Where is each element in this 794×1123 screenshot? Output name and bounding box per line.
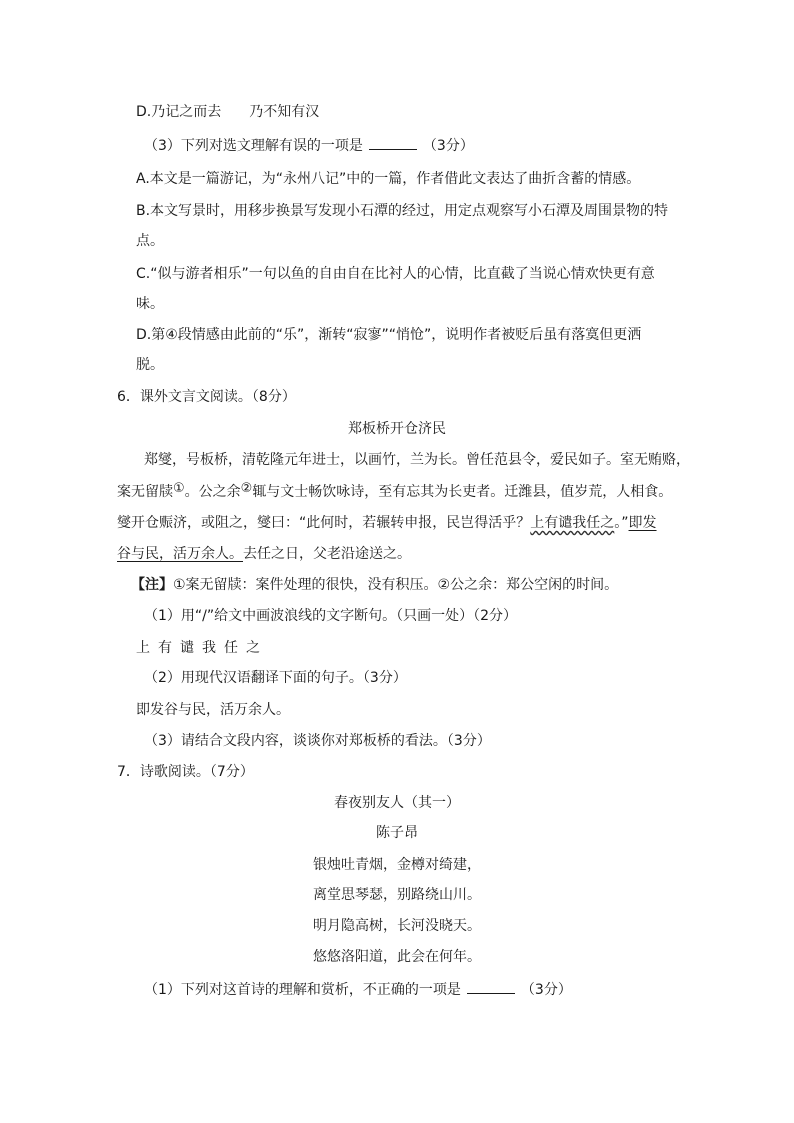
q6-passage-text: 去任之日，父老沿途送之。 [243, 546, 411, 562]
q7-sub1-prefix: （1）下列对这首诗的理解和赏析，不正确的一项是 [144, 982, 461, 998]
underlined-text: 谷与民，活万余人。 [117, 546, 243, 562]
poem-line: 明月隐高树，长河没晓天。 [313, 918, 481, 934]
q7-sub1-score: （3分） [520, 982, 572, 998]
wavy-underlined-text: 上有谴我任之 [530, 515, 615, 531]
poem-line: 悠悠洛阳道，此会在何年。 [313, 949, 481, 965]
q7-heading: 7．诗歌阅读。（7分） [117, 764, 254, 780]
q5-option-d-line2: 脱。 [136, 357, 164, 373]
note-label: 【注】 [131, 577, 173, 593]
poem-line: 银烛吐青烟，金樽对绮建， [313, 857, 481, 873]
q6-passage-text: 燮开仓赈济，或阻之，燮曰：“此何时，若辗转申报，民岂得活乎？ [117, 515, 531, 531]
q6-passage-text: 案无留牍 [117, 484, 173, 500]
q5-option-d: D.乃记之而去 乃不知有汉 [136, 104, 320, 120]
q6-sub2: （2）用现代汉语翻译下面的句子。（3分） [144, 670, 407, 686]
q5-option-d-line1: D.第④段情感由此前的“乐”，渐转“寂寥”“悄怆”，说明作者被贬后虽有落寞但更洒 [136, 327, 642, 343]
q5-option-c-line1: C.“似与游者相乐”一句以鱼的自由自在比衬人的心情，比直截了当说心情欢快更有意 [136, 266, 655, 282]
q5-option-b-line1: B.本文写景时，用移步换景写发现小石潭的经过，用定点观察写小石潭及周围景物的特 [136, 203, 669, 219]
poem-title: 春夜别友人（其一） [334, 795, 460, 811]
q6-annotation [131, 574, 618, 596]
q5-sub3-question [144, 135, 474, 157]
q6-sub2-text: 即发谷与民，活万余人。 [136, 702, 290, 718]
q5-option-a: A.本文是一篇游记，为“永州八记”中的一篇，作者借此文表达了曲折含蓄的情感。 [136, 171, 641, 187]
underlined-text: 即发 [628, 515, 657, 531]
q7-sub1-question [144, 979, 572, 1001]
q6-passage-line4 [117, 543, 411, 565]
poem-author: 陈子昂 [376, 825, 418, 841]
answer-blank[interactable] [369, 137, 417, 150]
q5-sub3-score: （3分） [422, 138, 474, 154]
q5-sub3-prefix: （3）下列对选文理解有误的一项是 [144, 138, 363, 154]
q6-passage-line2 [117, 481, 672, 503]
note-text: ①案无留牍：案件处理的很快，没有积压。②公之余：郑公空闲的时间。 [173, 577, 619, 593]
q6-passage-text: 。” [614, 515, 629, 531]
note-marker-1: ① [173, 481, 185, 496]
note-marker-2: ② [240, 481, 253, 496]
q6-passage-line1: 郑燮，号板桥，清乾隆元年进士，以画竹，兰为长。曾任范县令，爱民如子。室无贿赂， [144, 452, 690, 468]
q6-passage-text: 辄与文士畅饮咏诗，至有忘其为长吏者。迁潍县，值岁荒，人相食。 [252, 484, 673, 500]
q6-sub3: （3）请结合文段内容，谈谈你对郑板桥的看法。（3分） [144, 733, 491, 749]
q6-heading: 6．课外文言文阅读。（8分） [117, 389, 296, 405]
q6-sub1-text: 上有谴我任之 [136, 640, 268, 656]
poem-line: 离堂思琴瑟，别路绕山川。 [313, 887, 481, 903]
q6-passage-text: 。公之余 [184, 484, 241, 500]
q5-option-b-line2: 点。 [136, 233, 164, 249]
answer-blank[interactable] [467, 981, 515, 994]
q5-option-c-line2: 味。 [136, 296, 164, 312]
q6-passage-title: 郑板桥开仓济民 [348, 421, 446, 437]
q6-sub1: （1）用“/”给文中画波浪线的文字断句。（只画一处）（2分） [144, 608, 518, 624]
q6-passage-line3 [117, 512, 657, 534]
